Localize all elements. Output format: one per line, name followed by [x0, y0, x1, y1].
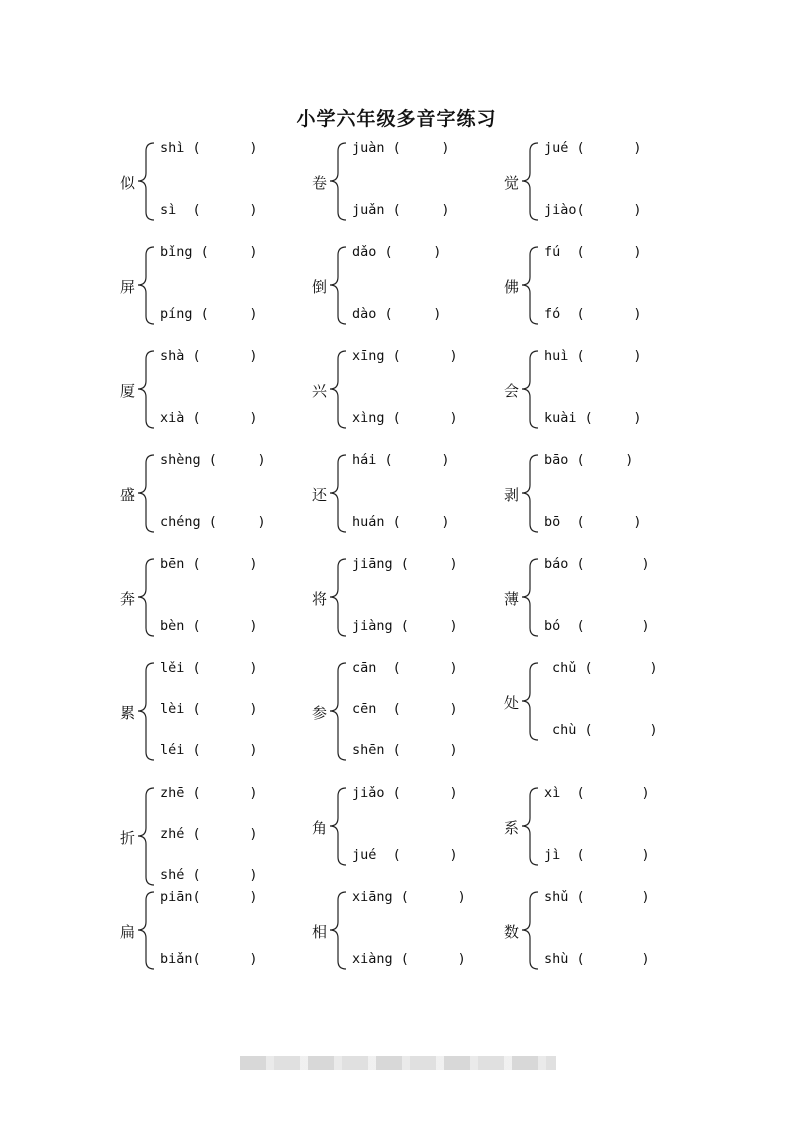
- pinyin-option: báo ( ): [544, 556, 650, 572]
- polyphone-group: [120, 785, 300, 883]
- polyphone-group: [120, 660, 300, 758]
- polyphone-character: 厦: [120, 382, 136, 400]
- pinyin-option: jiāng ( ): [352, 556, 458, 572]
- polyphone-character: 剥: [504, 486, 520, 504]
- polyphone-character: 觉: [504, 174, 520, 192]
- polyphone-group: [504, 348, 684, 438]
- pinyin-option: bāo ( ): [544, 452, 634, 468]
- pinyin-option: sì ( ): [160, 202, 258, 218]
- pinyin-option: jiào( ): [544, 202, 642, 218]
- polyphone-group: [120, 348, 300, 438]
- pinyin-option: piān( ): [160, 889, 258, 905]
- polyphone-group: [120, 452, 300, 542]
- brace-icon: [326, 452, 348, 534]
- brace-icon: [326, 660, 348, 762]
- brace-icon: [134, 348, 156, 430]
- polyphone-group: [504, 244, 684, 334]
- pinyin-option: jué ( ): [352, 847, 458, 863]
- polyphone-group: [312, 889, 492, 979]
- brace-icon: [518, 889, 540, 971]
- polyphone-character: 数: [504, 923, 520, 941]
- pinyin-option: jué ( ): [544, 140, 642, 156]
- pinyin-option: shà ( ): [160, 348, 258, 364]
- polyphone-character: 薄: [504, 590, 520, 608]
- pinyin-option: bēn ( ): [160, 556, 258, 572]
- polyphone-character: 相: [312, 923, 328, 941]
- pinyin-option: bǐng ( ): [160, 244, 258, 260]
- pinyin-option: kuài ( ): [544, 410, 642, 426]
- pinyin-option: léi ( ): [160, 742, 258, 758]
- brace-icon: [518, 244, 540, 326]
- pinyin-option: huán ( ): [352, 514, 450, 530]
- pinyin-option: huì ( ): [544, 348, 642, 364]
- polyphone-group: [504, 889, 684, 979]
- pinyin-option: shēn ( ): [352, 742, 458, 758]
- pinyin-option: lèi ( ): [160, 701, 258, 717]
- pinyin-option: hái ( ): [352, 452, 450, 468]
- pinyin-option: cēn ( ): [352, 701, 458, 717]
- pinyin-option: bó ( ): [544, 618, 650, 634]
- polyphone-character: 累: [120, 704, 136, 722]
- polyphone-group: [312, 140, 492, 230]
- polyphone-character: 屏: [120, 278, 136, 296]
- pinyin-option: shé ( ): [160, 867, 258, 883]
- pinyin-option: juàn ( ): [352, 140, 450, 156]
- brace-icon: [134, 660, 156, 762]
- polyphone-group: [312, 348, 492, 438]
- pinyin-option: juǎn ( ): [352, 202, 450, 218]
- polyphone-character: 会: [504, 382, 520, 400]
- pinyin-option: xīng ( ): [352, 348, 458, 364]
- brace-icon: [134, 556, 156, 638]
- brace-icon: [326, 244, 348, 326]
- pinyin-option: shǔ ( ): [544, 889, 650, 905]
- brace-icon: [518, 452, 540, 534]
- polyphone-group: [120, 140, 300, 230]
- pinyin-option: chǔ ( ): [552, 660, 658, 676]
- pinyin-option: chéng ( ): [160, 514, 266, 530]
- pinyin-option: jiàng ( ): [352, 618, 458, 634]
- polyphone-character: 卷: [312, 174, 328, 192]
- brace-icon: [326, 785, 348, 867]
- polyphone-character: 盛: [120, 486, 136, 504]
- pinyin-option: cān ( ): [352, 660, 458, 676]
- pinyin-option: lěi ( ): [160, 660, 258, 676]
- brace-icon: [134, 452, 156, 534]
- pinyin-option: dǎo ( ): [352, 244, 442, 260]
- brace-icon: [326, 556, 348, 638]
- brace-icon: [326, 889, 348, 971]
- polyphone-group: [504, 140, 684, 230]
- polyphone-character: 佛: [504, 278, 520, 296]
- polyphone-character: 似: [120, 174, 136, 192]
- polyphone-group: [312, 244, 492, 334]
- polyphone-character: 兴: [312, 382, 328, 400]
- pinyin-option: chù ( ): [552, 722, 658, 738]
- polyphone-group: [312, 785, 492, 875]
- brace-icon: [326, 348, 348, 430]
- pinyin-option: bèn ( ): [160, 618, 258, 634]
- pinyin-option: píng ( ): [160, 306, 258, 322]
- polyphone-character: 奔: [120, 590, 136, 608]
- polyphone-character: 参: [312, 704, 328, 722]
- polyphone-character: 角: [312, 819, 328, 837]
- pinyin-option: xiāng ( ): [352, 889, 466, 905]
- polyphone-character: 将: [312, 590, 328, 608]
- brace-icon: [134, 889, 156, 971]
- brace-icon: [518, 140, 540, 222]
- pinyin-option: fú ( ): [544, 244, 642, 260]
- pinyin-option: fó ( ): [544, 306, 642, 322]
- polyphone-character: 处: [504, 694, 520, 712]
- polyphone-character: 系: [504, 819, 520, 837]
- pinyin-option: xià ( ): [160, 410, 258, 426]
- pinyin-option: bō ( ): [544, 514, 642, 530]
- polyphone-character: 还: [312, 486, 328, 504]
- polyphone-group: [504, 785, 684, 875]
- brace-icon: [326, 140, 348, 222]
- polyphone-group: [120, 556, 300, 646]
- brace-icon: [518, 660, 540, 742]
- pinyin-option: zhē ( ): [160, 785, 258, 801]
- pinyin-option: jì ( ): [544, 847, 650, 863]
- polyphone-group: [504, 660, 684, 750]
- pinyin-option: zhé ( ): [160, 826, 258, 842]
- pinyin-option: biǎn( ): [160, 951, 258, 967]
- pinyin-option: xiàng ( ): [352, 951, 466, 967]
- pinyin-option: shèng ( ): [160, 452, 266, 468]
- polyphone-group: [312, 452, 492, 542]
- pinyin-option: xìng ( ): [352, 410, 458, 426]
- polyphone-character: 倒: [312, 278, 328, 296]
- brace-icon: [518, 556, 540, 638]
- polyphone-character: 扁: [120, 923, 136, 941]
- pinyin-option: jiǎo ( ): [352, 785, 458, 801]
- brace-icon: [518, 348, 540, 430]
- polyphone-group: [120, 244, 300, 334]
- brace-icon: [134, 140, 156, 222]
- polyphone-group: [312, 660, 492, 758]
- brace-icon: [134, 785, 156, 887]
- polyphone-group: [504, 452, 684, 542]
- polyphone-group: [120, 889, 300, 979]
- brace-icon: [134, 244, 156, 326]
- pinyin-option: xì ( ): [544, 785, 650, 801]
- polyphone-character: 折: [120, 829, 136, 847]
- page-title: 小学六年级多音字练习: [296, 108, 497, 130]
- pinyin-option: shù ( ): [544, 951, 650, 967]
- pinyin-option: shì ( ): [160, 140, 258, 156]
- polyphone-group: [504, 556, 684, 646]
- footer-watermark: [240, 1056, 556, 1070]
- pinyin-option: dào ( ): [352, 306, 442, 322]
- polyphone-group: [312, 556, 492, 646]
- brace-icon: [518, 785, 540, 867]
